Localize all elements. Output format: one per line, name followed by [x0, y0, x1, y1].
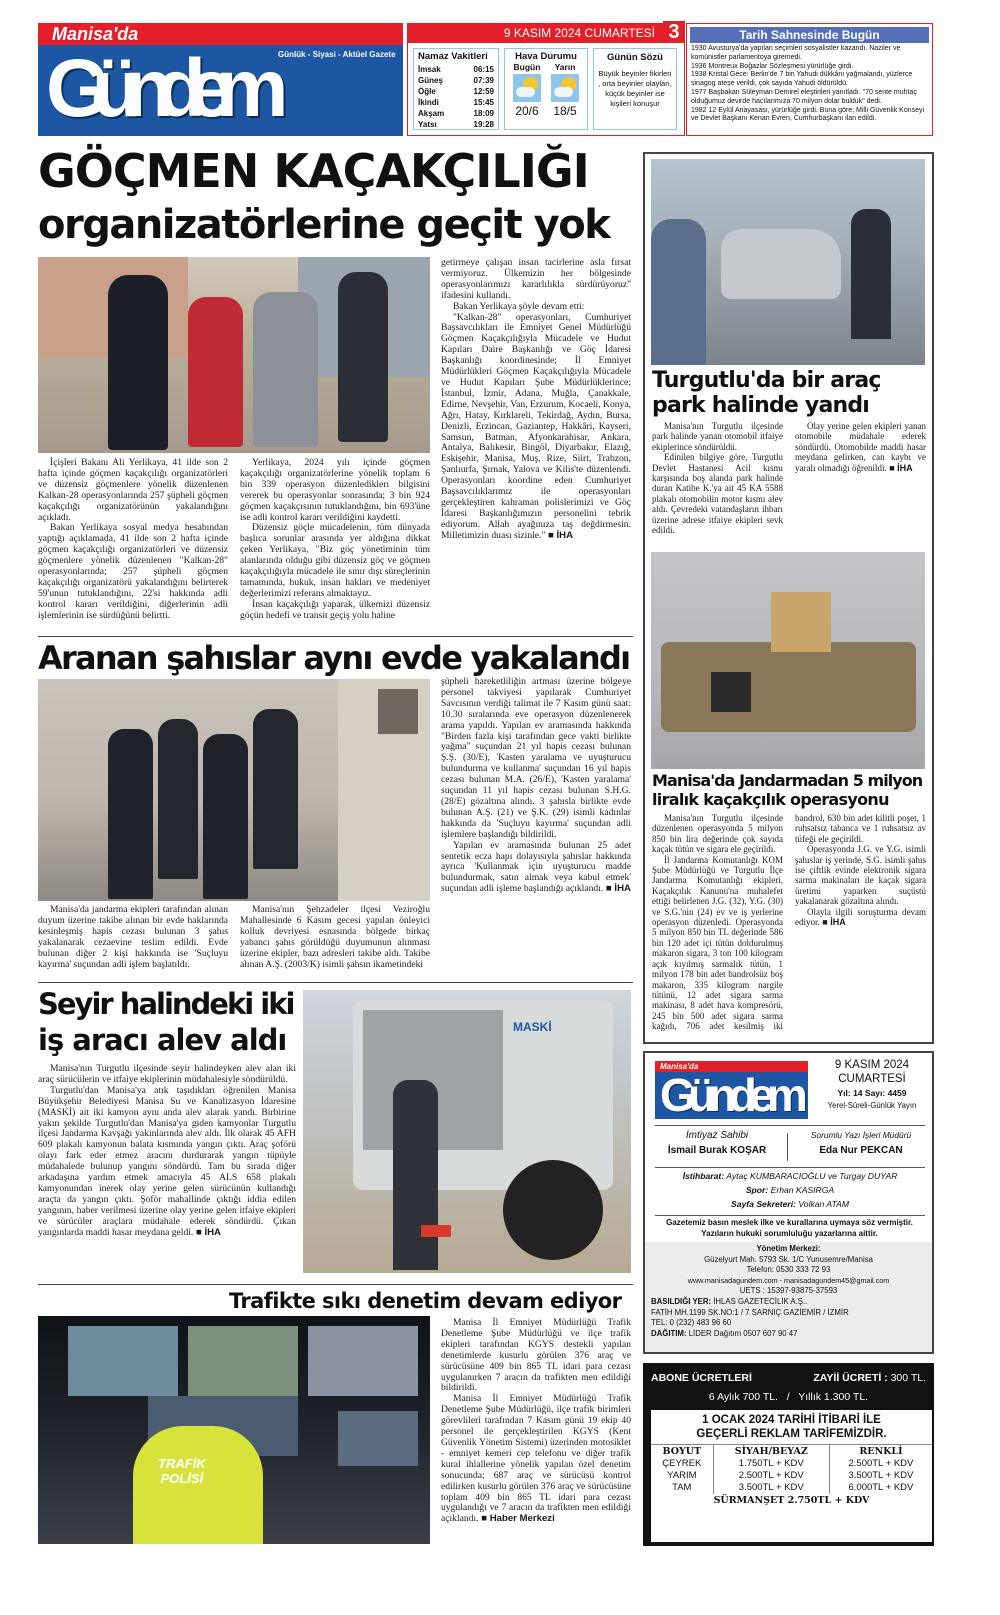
article-paragraph: "Kalkan-28" operasyonları, Cumhuriyet Başsavcılıkları ile Emniyet Genel Müdürlüğü Göçmen Kaçakçılığıyla Mücadele ve Hudut Kapıları Daire Başkanlığı ve Göç İdaresi Başkanlığı koordinesinde; İl Emniyet Müdürlükleri Göçmen Kaçakçılığıyla Mücadele ve Hudut Kapıları Şube Müdürlüklerince; İstanbul, İzmir, Adana, Muğla, Çanakkale, Edirne, Nevşehir, Van, Erzurum, Kocaeli, Konya, Ağrı, Hatay, Kırklareli, Tekirdağ, Aydın, Bursa, Denizli, Erzincan, Gaziantep, Hakkâri, Kayseri, Samsun, Batman, Afyonkarahisar, Ankara, Antalya, Balıkesir, Bingöl, Diyarbakır, Elazığ, Eskişehir, Manisa, Muş, Rize, Siirt, Trabzon, Şanlıurfa, Şırnak, Yalova ve Kilis'te düzenlendi. Operasyonları koordine eden Cumhuriyet Başsavcılıklarımız ile operasyonları gerçekleştiren kahraman polislerimizi ve Göç İdaresi Başkanlığımızın personelini tebrik ediyorum. Allah ayağınıza taş değdirmesin. Milletimizin duası sizinle." ■ İHA: [441, 311, 631, 541]
photo-maski-truck: [303, 990, 631, 1273]
history-title: Tarih Sahnesinde Bugün: [690, 27, 929, 43]
headline-aranan: Aranan şahıslar aynı evde yakalandı: [38, 639, 630, 677]
prayer-row: [418, 86, 494, 97]
article-turgutlu-body: [652, 421, 926, 539]
divider: [38, 1284, 633, 1285]
staff-list: [649, 1169, 931, 1211]
weather-day: [513, 62, 541, 118]
history-item: 1977 Başbakan Süleyman Demirel eleştirileri yanıtladı. "70 sente muhtaç olduğumuz devirde hacılarımıza 70 milyon dolar bulduk" dedi.: [691, 88, 917, 105]
lost-fee-label: ZAYİİ ÜCRETİ :: [813, 1372, 888, 1384]
distribution-label: DAĞITIM:: [651, 1328, 687, 1338]
imprint-day: CUMARTESİ: [838, 1073, 906, 1085]
price-cell: 3.500TL + KDV: [713, 1482, 829, 1494]
prayer-times-box: [413, 48, 499, 130]
printer-name: İHLAS GAZETECİLİK A.Ş..: [713, 1296, 808, 1306]
article-paragraph: İnsan kaçakçılığı yaparak, ülkemizi düzensiz göçün hedefi ve transit geçiş yolu haline: [240, 598, 430, 621]
article-paragraph: Edinilen bilgiye göre, Turgutlu Devlet Hastanesi Acil kısmı karşısında boş alanda park halinde duran Katibe K.'ya ait 45 KA 5588 plakalı otomobilin motor kısmı alev aldı. Çevredeki vatandaşların ihbarı üzerine adrese itfaiye ekipleri sevk edildi.: [652, 452, 783, 536]
article-paragraph: Manisa'nın Şehzadeler ilçesi Veziroğlu Mahallesinde 6 Kasım gecesi yapılan önleyici kolluk devriyesi esnasında bölgede birkaç yabancı şahıs görüldüğü duyumunun alınması üzerine ekipler, bazı adresleri takibe aldı. Takibe alınan A.Ş. (2003/K) isimli şahsın ikametindeki: [240, 904, 430, 970]
partly-cloudy-icon: [513, 74, 541, 102]
prayer-name: İkindi: [418, 98, 439, 107]
imprint-logo: [655, 1061, 808, 1119]
weather-title: Hava Durumu: [515, 51, 577, 62]
printer-label: BASILDIĞI YER:: [651, 1296, 712, 1306]
prayer-time: 15:45: [473, 98, 494, 107]
staff-role: Sayfa Sekreteri:: [731, 1199, 796, 1209]
weather-temps: 18/5: [553, 104, 577, 118]
price-header: BOYUT: [662, 1446, 702, 1457]
article-paragraph: Bakan Yerlikaya sosyal medya hesabından yaptığı açıklamada, 41 ilde son 2 hafta içinde göçmen kaçakçılığı organizatörleri ve düzensiz göçmenlere yönelik düzenlenen "Kalkan-28" operasyonlarında; 257 şüpheli göçmen kaçakçılığı organizatörü yakalandığını belirterek 59'unun tutuklandığını, 22'si hakkında adli kontrol kararı verildiğini, diğerlerinin adli işlemlerinin ise sürdüğünü belirtti.: [38, 522, 228, 621]
tagline: Günlük - Siyasi - Aktüel Gazete: [278, 50, 396, 59]
pricing-box: [643, 1363, 934, 1546]
issue-day: CUMARTESİ: [584, 26, 655, 40]
history-item: 1938 Kristal Gece: Berlin'de 7 bin Yahudi dükkânı yağmalandı, yüzlerce sinagog ateşe verildi, çok sayıda Yahudi öldürüldü.: [691, 71, 913, 88]
photo-gocmen-arrest: [38, 257, 430, 453]
ad-price-table: [651, 1444, 932, 1494]
lost-fee-value: 300 TL.: [890, 1372, 926, 1384]
quote-text: Büyük beyinler fikirleri , orta beyinler olayları, küçük beyinler ise kişileri konuşur: [598, 69, 672, 108]
weather-day: [551, 62, 579, 118]
partly-cloudy-icon: [551, 74, 579, 102]
article-paragraph: getirmeye çalışan insan tacirlerine asla fırsat vermiyoruz. Ülkemizin her bölgesinde operasyonlarımızı kararlılıkla sürdürüyoruz" ifadesini kullandı.: [441, 257, 631, 301]
history-item: 1936 Montreux Boğazlar Sözleşmesi yürürlüğe girdi.: [691, 62, 854, 70]
article-jandarma-body: [652, 813, 926, 1041]
page-number: 3: [663, 21, 685, 43]
prayer-name: Akşam: [418, 109, 445, 118]
staff-name: Aytaç KUMBARACIOĞLU ve Turgay DUYAR: [726, 1171, 898, 1181]
subscription-values: 6 Aylık 700 TL. / Yıllık 1.300 TL.: [708, 1391, 869, 1403]
divider: [38, 982, 633, 983]
article-paragraph: Düzensiz göçle mücadelenin, tüm dünyada başlıca sorunlar arasında yer aldığına dikkat çeken Yerlikaya, "Biz göç yönetiminin tüm alanlarında olduğu gibi düzensiz göç ve göçmen kaçakçılığıyla mücadele ile sınır dışı süreçlerinin tamamında, hukuk, insan hakları ve medeniyet değerlerimizi referans almaktayız.: [240, 522, 430, 599]
headline-turgutlu-line1: Turgutlu'da bir araç: [652, 368, 881, 393]
headline-seyir-line2: iş aracı alev aldı: [38, 1023, 287, 1057]
staff-name: Volkan ATAM: [798, 1199, 849, 1209]
price-cell: 2.500TL + KDV: [829, 1458, 932, 1470]
price-row: [651, 1458, 932, 1470]
staff-role: Spor:: [745, 1185, 769, 1195]
office-address: Güzelyurt Mah. 5793 Sk. 1/C Yunusemre/Manisa: [704, 1254, 873, 1264]
prayer-time: 07:39: [473, 76, 494, 85]
imprint-type: Yerel-Süreli-Günlük Yayın: [827, 1101, 917, 1110]
truck-label: MASKİ: [513, 1020, 552, 1034]
owner-label: İmtiyaz Sahibi: [685, 1130, 749, 1141]
article-paragraph: Bakan Yerlikaya şöyle devam etti:: [453, 300, 585, 312]
price-cell: 6.000TL + KDV: [829, 1482, 932, 1494]
quote-box: [593, 48, 677, 130]
staff-role: İstihbarat:: [682, 1171, 725, 1181]
distribution-value: LİDER Dağıtım 0507 607 90 47: [688, 1328, 798, 1338]
article-paragraph: Operasyonda J.G. ve Y.G. isimli şahıslar iş yerinde, S.G. isimli şahıs ise çiftlik evinde elektronik sigara sarma makinaları ile kaçak sigara üretimi yaparken suçüstü yakalanarak gözaltına alındı.: [795, 844, 926, 907]
article-paragraph: Turgutlu'dan Manisa'ya atık taşıdıkları öğrenilen Manisa Büyükşehir Belediyesi Manisa Su ve Kanalizasyon İdaresine (MASKİ) ait iki kamyon aynı anda alev alarak yandı. Birbirine yakın şekilde Turgutlu'dan Manisa'ya giden kamyonlar Turgutlu ilçesi Jandarma Kavşağı yakınlarında alev aldı. İlk olarak 45 AFH 609 plakalı kamyonun balata kısmında yangın çıktı. Araç şoförü olayı fark eder etmez aracını durdurarak yangın tüpüyle müdahalede bulunup yangını söndürdü. Tam bu sırada diğer arkadaşına yardım etmek amacıyla 45 ALS 658 plakalı kamyonundan inerek olay yerine gelen sürücünün kullandığı araçta da yangın çıktı. Şoför mahallinde çıktığı iddia edilen yangının, haber verilmesi üzerine olay yerine gelen itfaiye ekipleri ve sürücüler araçlara müdahale ederek söndürdü. Çıkan yangınlarda maddi hasar meydana geldi. ■ İHA: [38, 1084, 296, 1238]
staff-name: Erhan KASIRGA: [770, 1185, 835, 1195]
prayer-name: Güneş: [418, 76, 443, 85]
staff-entry: [649, 1183, 931, 1197]
photo-traffic-police: [38, 1316, 430, 1544]
brand-big: Gündem: [46, 43, 271, 134]
prayer-row: [418, 119, 494, 130]
printer-tel: TEL: 0 (232) 483 96 60: [651, 1318, 732, 1328]
article-paragraph: İl Jandarma Komutanlığı KOM Şube Müdürlüğü ve Turgutlu İlçe Jandarma Komutanlığı ekipleri, Kaçakçılık Kanunu'na muhalefet ettiği belirlenen J.G. (32), Y.G. (30) ve S.G.'nin (24) ev ve iş yerlerine operasyon düzenledi. Operasyonda 5 milyon 850 bin TL değerinde 586 bin 120 adet içi tütün doldurulmuş makaron sigara, 3 ton 100 kilogram açık kıyılmış sarmalık tütün, 1 milyon 178 bin adet bandrolsüz boş makaron, 335 kilogram nargile tütünü, 12 adet sigara sarma makinası, 8 adet hava kompresörü, 245 bin 500 adet sigara sarma kağıdı, 706 adet kesilmiş iki bandrol, 630 bin adet kilitli poşet, 1 ruhsatsız tabanca ve 1 ruhsatsız av tüfeği ele geçirildi.: [652, 813, 926, 1032]
article-paragraph: Manisa'nın Turgutlu ilçesinde seyir halindeyken alev alan iki araç sürücülerin ve itfaiye ekiplerinin müdahalesiyle söndürüldü.: [38, 1063, 296, 1085]
owner-name: İsmail Burak KOŞAR: [667, 1145, 767, 1156]
price-cell: TAM: [672, 1482, 692, 1493]
source-name: İHA: [614, 883, 631, 895]
printer-address: FATİH MH.1199 SK.NO:1 / 7 SARNIÇ GAZİEMİR / İZMİR: [651, 1307, 849, 1317]
price-cell: ÇEYREK: [662, 1458, 702, 1469]
prayer-time: 12:59: [473, 87, 494, 96]
price-cell: 3.500TL + KDV: [829, 1470, 932, 1482]
price-header: SİYAH/BEYAZ: [713, 1445, 829, 1459]
article-paragraph: Manisa'nın Turgutlu ilçesinde park halinde yanan otomobil itfaiye ekiplerince söndürüldü.: [652, 421, 783, 452]
weather-temps: 20/6: [515, 104, 539, 118]
headline-seyir-line1: Seyir halindeki iki: [38, 987, 294, 1021]
headline-gocmen-line1: GÖÇMEN KAÇAKÇILIĞI: [38, 144, 589, 198]
article-paragraph: Manisa'da jandarma ekipleri tarafından alınan duyum üzerine takibe alınan bir evde haklarında kesinleşmiş hapis cezası bulunan 3 şahıs yakalanarak cezaevine teslim edildi. Evde bulunan diğer 2 kişi hakkında ise 'Suçluyu kayırma' suçundan adli işlem başlatıldı.: [38, 904, 228, 970]
prayer-time: 06:15: [473, 65, 494, 74]
prayer-time: 19:28: [473, 120, 494, 129]
imprint-date: 9 KASIM 2024: [834, 1059, 910, 1071]
article-paragraph: Olayla ilgili soruşturma devam ediyor. ■ İHA: [795, 906, 926, 928]
price-cell: 2.500TL + KDV: [713, 1470, 829, 1482]
tariff-notice-line1: 1 OCAK 2024 TARİHİ İTİBARİ İLE: [702, 1414, 881, 1426]
source-credit: ■ İHA: [603, 883, 631, 895]
article-paragraph: Manisa İl Emniyet Müdürlüğü Trafik Denetleme Şube Müdürlüğü ve ilçe trafik ekipleri tarafından KGYS destekli yapılan denetimlerde kusurlu görülen 376 araç ve sürücüsüne 409 bin 865 TL idari para cezası uygulanırken 7 aracın da trafikten men edildiği bildirildi.: [441, 1317, 631, 1394]
headline-trafik: Trafikte sıkı denetim devam ediyor: [226, 1291, 624, 1312]
source-name: İHA: [204, 1226, 221, 1238]
price-row: [651, 1482, 932, 1494]
prayer-name: İmsak: [418, 65, 441, 74]
price-cell: YARIM: [667, 1470, 697, 1481]
source-name: Haber Merkezi: [489, 1513, 555, 1525]
prayer-row: [418, 64, 494, 75]
article-paragraph: İçişleri Bakanı Ali Yerlikaya, 41 ilde son 2 hafta içinde göçmen kaçakçılığı organizatörleri ve düzensiz göçmenlere yönelik düzenlenen Kalkan-28 operasyonlarında 257 şüpheli göçmen kaçakçılığı organizatörünün yakalandığını açıkladı.: [38, 457, 228, 523]
article-paragraph: Manisa İl Emniyet Müdürlüğü Trafik Denetleme Şube Müdürlüğü, ilçe trafik birimleri görevlileri tarafından 7 Kasım günü 19 ekip 40 personel ile gerçekleştirilen KGYS (Kent Güvenlik Yönetim Sistemi) üzerinden motosiklet - emniyet kemeri cep telefonu ve diğer trafik kural ihlallerine yönelik yapılan özel denetim sonucunda; 687 araç ve sürücüsü kontrol edilirken kusurlu görülen 376 araç ve sürücüsüne toplam 409 bin 865 TL idari para cezası uygulandığı ve 7 aracın da trafikten men edildiği açıklandı. ■ Haber Merkezi: [441, 1393, 631, 1525]
source-credit: ■ İHA: [545, 529, 574, 541]
office-phone: Telefon: 0530 333 72 93: [746, 1265, 831, 1275]
office-web: www.manisadagundem.com - manisadagundem45@gmail.com: [687, 1275, 890, 1285]
imprint-brand-small: Manisa'da: [660, 1062, 699, 1071]
weather-day-label: Yarın: [554, 62, 576, 72]
tariff-notice-line2: GEÇERLİ REKLAM TARİFEMİZDİR.: [696, 1428, 887, 1440]
photo-gendarmes-suspects: [38, 679, 430, 901]
source-credit: ■ İHA: [193, 1226, 221, 1238]
issue-date: 9 KASIM 2024: [503, 26, 582, 40]
source-name: İHA: [830, 917, 846, 928]
weather-day-label: Bugün: [513, 62, 541, 72]
article-gocmen-body-a: [38, 458, 430, 630]
article-aranan-body-b: [441, 677, 631, 977]
prayer-name: Yatsı: [418, 120, 437, 129]
quote-title: Günün Sözü: [607, 52, 663, 63]
staff-entry: [649, 1197, 931, 1211]
imprint-issue: Yıl: 14 Sayı: 4459: [837, 1088, 907, 1098]
weather-box: [504, 48, 588, 130]
article-aranan-body-a: [38, 905, 430, 977]
headline-ad-price: SÜRMANŞET 2.750TL + KDV: [713, 1495, 870, 1506]
editor-label: Sorumlu Yazı İşleri Müdürü: [810, 1130, 912, 1140]
article-paragraph: şüpheli hareketliliğin artması üzerine bölgeye personel takviyesi yapılarak Cumhuriyet Savcısının verdiği talimat ile 7 Kasım günü saat: 10.30 sıralarında eve operasyon düzenlenerek arama yapıldı. Yapılan ev aramasında hakkında "Birden fazla kişi tarafından gece vakti birlikte yağma" suçundan 21 yıl hapis cezası bulunan Ş.Ş. (30/E), 'Kasten yaralama ve uyuşturucu bulundurma ve kullanma' suçundan 16 yıl hapis cezası bulunan M.A. (26/E), 'Kasten yaralama' suçundan 11 yıl hapis cezası bulunan S.H.G. (28/E) gözaltına alındı. 3 şahısla birlikte evde bulunan A.Ş. (21) ve Ş.K. (29) isimli kadınlar hakkında da 'Suçluyu kayırma' suçundan adli işlemlere başlandığı bildirildi.: [441, 676, 631, 840]
prayer-name: Öğle: [418, 87, 436, 96]
staff-entry: [649, 1169, 931, 1183]
price-cell: 1.750TL + KDV: [713, 1458, 829, 1470]
history-item: 1982 12 Eylül Anayasası, yürürlüğe girdi. Buna göre; Milli Güvenlik Konseyi ve Devlet Başkanı Kenan Evren, Cumhurbaşkanı ilan edildi.: [691, 106, 925, 123]
divider: [38, 636, 633, 637]
article-gocmen-body-b: [441, 258, 631, 632]
headline-gocmen-line2: organizatörlerine geçit yok: [38, 202, 610, 248]
source-name: İHA: [897, 462, 913, 473]
vest-label-line2: POLİSİ: [160, 1471, 204, 1486]
subscription-label: ABONE ÜCRETLERİ: [651, 1372, 752, 1384]
price-row: [651, 1470, 932, 1482]
photo-burning-car: [651, 159, 925, 365]
imprint-brand-big: Gündem: [660, 1069, 801, 1119]
article-paragraph: Olay yerine gelen ekipleri yanan otomobile müdahale ederek söndürdü. Otomobilde maddi hasar meydana gelirken, can kaybı ve yaralı olmadığı öğrenildi. ■ İHA: [795, 421, 926, 473]
article-trafik-body: [441, 1318, 631, 1546]
article-paragraph: Yapılan ev aramasında bulunan 25 adet sentetik ecza hapı dolayısıyla şahıslar hakkında ayrıca 'Kullanmak için uyuşturucu madde bulundurmak, satın almak veya kabul etmek' suçundan adli işleme başlandığı açıklandı. ■ İHA: [441, 839, 631, 895]
uets-number: UETS : 15397-93875-37593: [739, 1286, 838, 1296]
prayer-row: [418, 75, 494, 86]
article-paragraph: Yerlikaya, 2024 yılı içinde göçmen kaçakçılığı organizatörlerine yönelik toplam 6 bin 339 operasyon düzenlediklerı bilgisini vererek bu operasyonlar sonrasında; 3 bin 924 göçmen kaçakçısının tutuklandığını, bin 693'üne ise adli kontrol kararı verildiğini kaydetti.: [240, 457, 430, 523]
article-paragraph: Manisa'nın Turgutlu ilçesinde düzenlenen operasyonda 5 milyon 850 bin lira değerinde çok sayıda kaçak tütün ve sigara ele geçirildi.: [652, 813, 783, 855]
history-box: [686, 23, 933, 136]
article-seyir-body: [38, 1064, 296, 1278]
headline-jandarma-line1: Manisa'da Jandarmadan 5 milyon: [652, 771, 923, 790]
source-credit: ■ İHA: [886, 462, 913, 473]
headline-jandarma-line2: liralık kaçakçılık operasyonu: [652, 790, 889, 809]
photo-seized-goods: [651, 552, 925, 769]
brand-small: Manisa'da: [52, 24, 139, 44]
prayer-time: 18:09: [473, 109, 494, 118]
history-item: 1930 Avusturya'da yapılan seçimleri sosyalistler kazandı. Naziler ve komünistler parlamentoya giremedi.: [691, 45, 901, 61]
masthead-logo: [38, 23, 403, 136]
ethics-statement: Gazetemiz basın meslek ilke ve kurallarına uymaya söz vermiştir. Yazıların hukuki sorumluluğu yazarlarına aittir.: [666, 1218, 913, 1238]
editor-name: Eda Nur PEKCAN: [819, 1145, 903, 1156]
vest-label-line1: TRAFİK: [158, 1456, 206, 1471]
vest-label: [158, 1456, 206, 1486]
imprint-box: [643, 1051, 934, 1354]
prayer-title: Namaz Vakitleri: [418, 51, 488, 62]
source-name: İHA: [556, 529, 574, 541]
source-credit: ■ İHA: [819, 917, 846, 928]
prayer-row: [418, 108, 494, 119]
price-header: RENKLİ: [829, 1445, 932, 1459]
source-credit: ■ Haber Merkezi: [478, 1513, 555, 1525]
date-band: [407, 23, 685, 43]
headline-turgutlu-line2: park halinde yandı: [652, 393, 870, 418]
office-title: Yönetim Merkezi:: [756, 1244, 821, 1253]
prayer-row: [418, 97, 494, 108]
